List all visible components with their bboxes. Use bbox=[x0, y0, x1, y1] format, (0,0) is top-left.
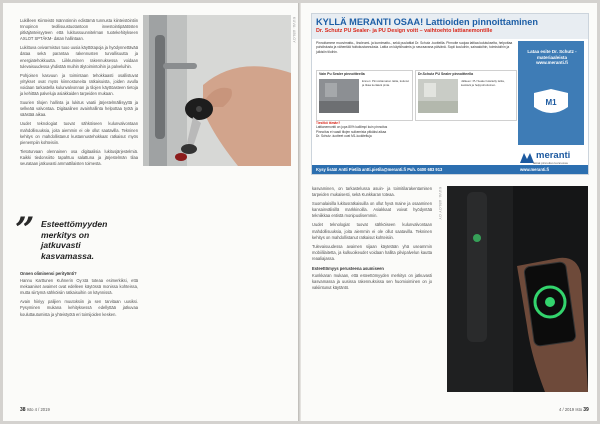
issue-number: 4 / 2019 bbox=[559, 407, 575, 412]
quote-mark-icon: ” bbox=[15, 210, 35, 250]
ad-box-label: Vain Pu Sealer pinnoitteella bbox=[319, 72, 365, 76]
paragraph: Avain hiiriyy palijien muutoksiin ja sen tarvitaan uusiksi. Pysyminen mukana kehityksessä edellyttää jatkuvaa kouluttautumista ja yhteistyötä eri toimijoiden kesken. bbox=[20, 299, 138, 317]
magazine-name: Isto bbox=[26, 407, 34, 412]
issue-number: 4 / 2019 bbox=[34, 407, 50, 412]
left-bottom-column bbox=[20, 271, 138, 321]
paragraph: Tulevaisuudessa avaimen sijaan käytetään yhä useammin mobiililaitetta, ja kulkuoikeudet voidaan hallita pilvipalvelun kautta reaaliajassa. bbox=[312, 243, 432, 261]
ad-sidebar-text: Lataa esite Dr. Schutz -materiaaleista www.meranti.fi bbox=[527, 49, 577, 66]
ad-headline: KYLLÄ MERANTI OSAA! Lattioiden pinnoittaminen bbox=[316, 17, 539, 27]
phone-unlock-illustration bbox=[447, 186, 588, 392]
right-page bbox=[301, 3, 597, 421]
floor-after-icon bbox=[418, 79, 458, 113]
ad-footer bbox=[312, 165, 588, 174]
ad-contact: Kysy lisää! Antti Pietilä antti.pietila@meranti.fi Puh. 0400 683 913 bbox=[316, 167, 443, 172]
page-folio bbox=[20, 407, 50, 413]
ad-box-text: Ennen: Pinnoittamaton lattia, kulunut ja likaa keräävä pinta. bbox=[362, 79, 410, 87]
meranti-logo-icon bbox=[520, 151, 534, 163]
paragraph: Hannu Karttunen Kuhnerin Oy:stä toteaa esimerkiksi, että mekaaniset avaimet ovat edelleen käytössä monissa kohteissa, mutta siirtymä sähköisiin ratkaisuihin on käynnissä. bbox=[20, 278, 138, 296]
photo-caption: KUVA: ABLOY OY bbox=[438, 187, 442, 220]
paragraph: Kunkkaran mukaan, että esteettömyyden merkitys on jatkuvasti kasvamassa ja uusissa rakennuksissa sen huomioiminen on jo vakiintunut käytäntö. bbox=[312, 273, 432, 291]
paragraph: Lukittuva ovivarmistus tuoo uusia käyttötapoja ja hyödynnettävää dataa sekä parantaa rakennusten turvallisuutta ja energiatehokkuutta. Liikkuminen rakennuksessa voidaan tulevaisuudessa yhdistää muihin älytoimintoihin ja palveluihin. bbox=[20, 45, 138, 69]
ad-feature-item: Dr. Schutz -tuotteet ovat M1-luokiteltuja bbox=[316, 133, 372, 138]
paragraph: Pohjoisen kasvuun ja toimintaan tehokkaasti osallistuvat yritykset ovat myös kiinnostuneita ratkaisuista, joiden avulla voidaan tarkastella kulunvalvonnan ja tilojen käyttöasteen tietoja ja kehittää palveluja asiakkaiden tarpeiden mukaan. bbox=[20, 72, 138, 97]
ad-feature-title: Tiesitkö tämän? bbox=[316, 121, 341, 125]
ad-subheadline: Dr. Schutz PU Sealer- ja PU Design voitt – vaihtoehto lattianemontille bbox=[316, 28, 493, 34]
subheading: Esteettömyys perusteena asumiseen bbox=[312, 266, 384, 272]
paragraph: Tietoturvaan olennainen osa digitaalisia lukitusjärjestelmiä. Kaikki tiedonsiirto tapahtuu salattuna ja järjestelmän tilaa seurataan jatkuvasti ammattilaisten toimesta. bbox=[20, 148, 138, 166]
ad-feature-item: Pinnoitus ei vaadi tilojen sulkemista pitkäksi aikaa bbox=[316, 129, 387, 134]
ad-brand: meranti bbox=[536, 150, 571, 161]
left-page bbox=[3, 3, 298, 421]
ad-box-label: Dr.Schutz PU Sealer pinnoitteella bbox=[418, 72, 474, 76]
magazine-name: Isto bbox=[575, 407, 583, 412]
ad-box-text: Jälkeen: PU Sealer käsitelty lattia, kestävä ja helppohoitoinen. bbox=[461, 79, 505, 87]
ad-url: www.meranti.fi bbox=[520, 167, 549, 172]
ad-feature-item: Lattianemontti on jopa 80% kalliimpi kuin pinnoitus bbox=[316, 125, 388, 130]
m1-badge-label: M1 bbox=[545, 98, 557, 107]
subheading: Onnen oliminensi perityönti? bbox=[20, 271, 77, 276]
page-folio bbox=[559, 407, 589, 413]
ad-after-box bbox=[415, 70, 517, 121]
paragraph: Suurien tilojen hallinta ja lukitus vaatii järjestelmällisyyttä ja selkeää valvontaa. Digitaalinen avainhallinta helpottaa työtä ja säästää aikaa. bbox=[20, 100, 138, 118]
ad-brand-tagline: lattiat pinnoitus kunnossa bbox=[533, 161, 568, 165]
photo-caption: KUVA: ABLOY bbox=[292, 17, 296, 43]
ad-intro-text: Pinnoitamme muovimatto-, linoleumi- ja kumimatto-, sekä puulattiat Dr. Schutz -tuotteilla. Pinnoite suojaa lattiaa kulutukselta, helpottaa puhdistusta ja vähentää hoitokustannuksia. Lattia on käyttövalmis jo seuraavana päivänä. Sopii kouluihin, sairaaloihin, toimistoihin ja julkisiin tiloihin. bbox=[316, 41, 513, 54]
pull-quote: Esteettömyyden merkitys on jatkuvasti kasvamassa. bbox=[41, 219, 108, 261]
ad-feature-list bbox=[316, 121, 516, 138]
page-number: 39 bbox=[583, 407, 589, 413]
meranti-advertisement bbox=[311, 13, 589, 175]
paragraph: Uudet teknologiat tuovat sähköiseen kulunvalvontaan mahdollisuuksia, joita aiemmin ei ole ollut saatavilla. Tekninen kehitys on mahdollistanut kustannustehokkaat ratkaisut myös pienempiin kohteisiin. bbox=[20, 121, 138, 145]
floor-before-icon bbox=[319, 79, 359, 113]
ad-before-box bbox=[316, 70, 413, 121]
paragraph: Uudet teknologiat tuovat sähköiseen kulunvalvontaan mahdollisuuksia, joita aiemmin ei ole ollut saatavilla. Tekninen kehitys on mahdollistanut ratkaisut kohteisiin. bbox=[312, 222, 432, 240]
paragraph: Lukilleen Kiinteistö Isännöinnin edistämä tunnusta kiinteistöintiin Innopinon teollisuustuotantoon investointipäätösten pitkäjänteisyyteen että lukitussuunnitelman tuotekehitykseen AXLOT SPTÄKM- datan hallintaan. bbox=[20, 18, 138, 42]
page-number: 38 bbox=[20, 407, 26, 413]
door-lock-photo bbox=[143, 15, 291, 166]
paragraph: kasvaminen, on tarkastelussa asuin- ja toimitilarakentamisen tarpeiden mukaisesti, sekä Kunkkaran toteaa. bbox=[312, 186, 432, 198]
hand-key-lock-illustration bbox=[143, 15, 291, 166]
smartphone-lock-photo bbox=[447, 186, 588, 392]
left-article-column bbox=[20, 18, 138, 170]
ad-sidebar bbox=[518, 41, 584, 145]
right-article-column bbox=[312, 186, 432, 294]
paragraph: Suomalaisilla lukitusratkaisuilla on ollut hyvä maine ja osaaminen kansainvälisillä markkinoilla. Asiakkaat voivat hyödyntää tekniikkaa entistä monipuolisemmin. bbox=[312, 201, 432, 219]
